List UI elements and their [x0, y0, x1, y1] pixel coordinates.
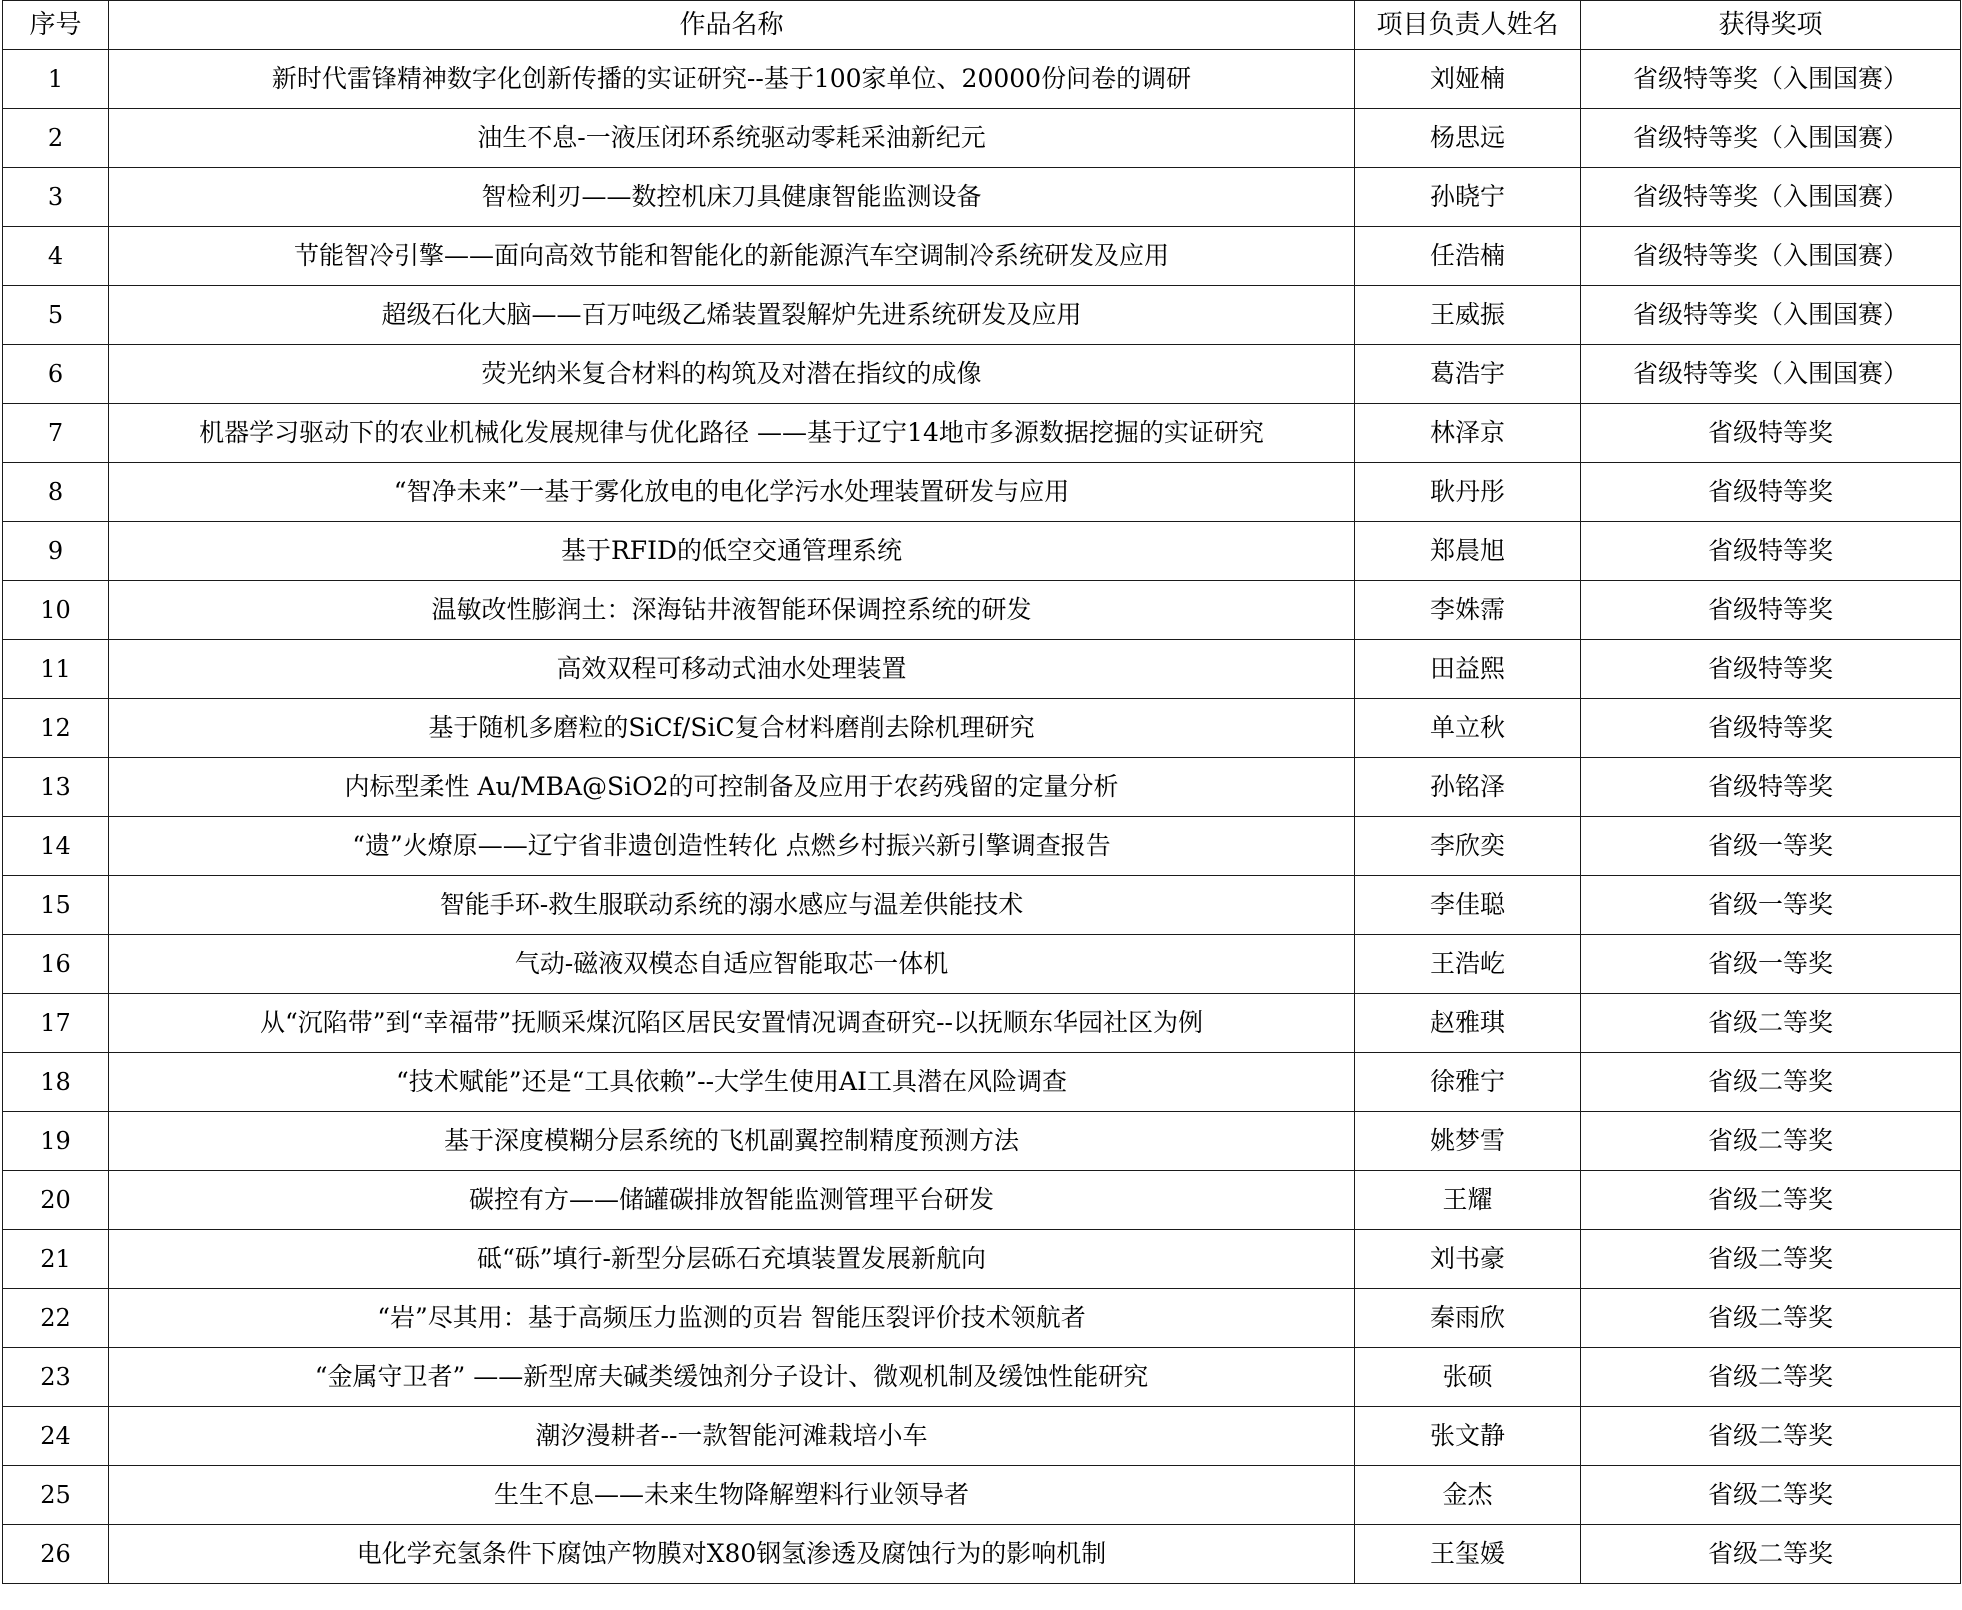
table-row	[3, 1171, 1961, 1230]
cell-work-name: 潮汐漫耕者--一款智能河滩栽培小车	[109, 1407, 1355, 1466]
cell-award: 省级二等奖	[1581, 1525, 1961, 1584]
cell-work-name: 从“沉陷带”到“幸福带”抚顺采煤沉陷区居民安置情况调查研究--以抚顺东华园社区为例	[109, 994, 1355, 1053]
table-row	[3, 1289, 1961, 1348]
header-serial-number: 序号	[3, 1, 109, 50]
cell-project-leader: 孙铭泽	[1355, 758, 1581, 817]
cell-work-name: 生生不息——未来生物降解塑料行业领导者	[109, 1466, 1355, 1525]
cell-work-name: 砥“砾”填行-新型分层砾石充填装置发展新航向	[109, 1230, 1355, 1289]
table-row	[3, 50, 1961, 109]
cell-project-leader: 王浩屹	[1355, 935, 1581, 994]
cell-award: 省级二等奖	[1581, 1171, 1961, 1230]
table-row	[3, 876, 1961, 935]
cell-project-leader: 赵雅琪	[1355, 994, 1581, 1053]
cell-work-name: 机器学习驱动下的农业机械化发展规律与优化路径 ——基于辽宁14地市多源数据挖掘的实证研究	[109, 404, 1355, 463]
cell-award: 省级二等奖	[1581, 1289, 1961, 1348]
cell-award: 省级特等奖（入围国赛）	[1581, 168, 1961, 227]
cell-work-name: 基于随机多磨粒的SiCf/SiC复合材料磨削去除机理研究	[109, 699, 1355, 758]
table-header	[3, 1, 1961, 50]
cell-project-leader: 金杰	[1355, 1466, 1581, 1525]
cell-award: 省级一等奖	[1581, 817, 1961, 876]
cell-project-leader: 姚梦雪	[1355, 1112, 1581, 1171]
cell-serial-number: 7	[3, 404, 109, 463]
cell-serial-number: 16	[3, 935, 109, 994]
cell-project-leader: 张文静	[1355, 1407, 1581, 1466]
cell-work-name: “技术赋能”还是“工具依赖”--大学生使用AI工具潜在风险调查	[109, 1053, 1355, 1112]
cell-work-name: 基于RFID的低空交通管理系统	[109, 522, 1355, 581]
cell-serial-number: 14	[3, 817, 109, 876]
cell-award: 省级特等奖	[1581, 640, 1961, 699]
cell-serial-number: 24	[3, 1407, 109, 1466]
cell-serial-number: 26	[3, 1525, 109, 1584]
cell-project-leader: 田益熙	[1355, 640, 1581, 699]
table-row	[3, 522, 1961, 581]
cell-serial-number: 6	[3, 345, 109, 404]
cell-serial-number: 15	[3, 876, 109, 935]
cell-award: 省级二等奖	[1581, 1112, 1961, 1171]
cell-work-name: 内标型柔性 Au/MBA@SiO2的可控制备及应用于农药残留的定量分析	[109, 758, 1355, 817]
cell-project-leader: 王耀	[1355, 1171, 1581, 1230]
cell-serial-number: 18	[3, 1053, 109, 1112]
awards-table	[2, 0, 1961, 1584]
cell-work-name: 碳控有方——储罐碳排放智能监测管理平台研发	[109, 1171, 1355, 1230]
cell-award: 省级二等奖	[1581, 994, 1961, 1053]
cell-work-name: 温敏改性膨润土：深海钻井液智能环保调控系统的研发	[109, 581, 1355, 640]
cell-serial-number: 1	[3, 50, 109, 109]
cell-work-name: 油生不息-一液压闭环系统驱动零耗采油新纪元	[109, 109, 1355, 168]
table-row	[3, 758, 1961, 817]
table-row	[3, 817, 1961, 876]
cell-work-name: “智净未来”一基于雾化放电的电化学污水处理装置研发与应用	[109, 463, 1355, 522]
cell-serial-number: 20	[3, 1171, 109, 1230]
cell-project-leader: 秦雨欣	[1355, 1289, 1581, 1348]
cell-project-leader: 杨思远	[1355, 109, 1581, 168]
cell-work-name: 气动-磁液双模态自适应智能取芯一体机	[109, 935, 1355, 994]
cell-serial-number: 22	[3, 1289, 109, 1348]
cell-project-leader: 刘娅楠	[1355, 50, 1581, 109]
header-award: 获得奖项	[1581, 1, 1961, 50]
cell-award: 省级特等奖	[1581, 522, 1961, 581]
cell-award: 省级一等奖	[1581, 876, 1961, 935]
cell-award: 省级特等奖（入围国赛）	[1581, 227, 1961, 286]
cell-project-leader: 李佳聪	[1355, 876, 1581, 935]
cell-work-name: 节能智冷引擎——面向高效节能和智能化的新能源汽车空调制冷系统研发及应用	[109, 227, 1355, 286]
cell-serial-number: 5	[3, 286, 109, 345]
header-work-name: 作品名称	[109, 1, 1355, 50]
cell-project-leader: 葛浩宇	[1355, 345, 1581, 404]
cell-project-leader: 徐雅宁	[1355, 1053, 1581, 1112]
cell-serial-number: 12	[3, 699, 109, 758]
cell-work-name: 荧光纳米复合材料的构筑及对潜在指纹的成像	[109, 345, 1355, 404]
cell-serial-number: 13	[3, 758, 109, 817]
table-row	[3, 1348, 1961, 1407]
cell-award: 省级二等奖	[1581, 1053, 1961, 1112]
cell-serial-number: 21	[3, 1230, 109, 1289]
cell-award: 省级一等奖	[1581, 935, 1961, 994]
table-row	[3, 1407, 1961, 1466]
cell-project-leader: 任浩楠	[1355, 227, 1581, 286]
cell-work-name: 高效双程可移动式油水处理装置	[109, 640, 1355, 699]
cell-work-name: “遗”火燎原——辽宁省非遗创造性转化 点燃乡村振兴新引擎调查报告	[109, 817, 1355, 876]
cell-project-leader: 林泽京	[1355, 404, 1581, 463]
cell-work-name: 智检利刃——数控机床刀具健康智能监测设备	[109, 168, 1355, 227]
cell-serial-number: 17	[3, 994, 109, 1053]
cell-award: 省级二等奖	[1581, 1407, 1961, 1466]
cell-award: 省级特等奖	[1581, 758, 1961, 817]
table-row	[3, 1230, 1961, 1289]
cell-serial-number: 19	[3, 1112, 109, 1171]
cell-serial-number: 10	[3, 581, 109, 640]
cell-project-leader: 孙晓宁	[1355, 168, 1581, 227]
cell-serial-number: 2	[3, 109, 109, 168]
table-row	[3, 640, 1961, 699]
cell-award: 省级特等奖	[1581, 699, 1961, 758]
cell-award: 省级特等奖（入围国赛）	[1581, 50, 1961, 109]
cell-award: 省级特等奖	[1581, 404, 1961, 463]
cell-award: 省级特等奖（入围国赛）	[1581, 345, 1961, 404]
cell-project-leader: 郑晨旭	[1355, 522, 1581, 581]
cell-work-name: 智能手环-救生服联动系统的溺水感应与温差供能技术	[109, 876, 1355, 935]
cell-serial-number: 25	[3, 1466, 109, 1525]
header-row	[3, 1, 1961, 50]
table-row	[3, 345, 1961, 404]
cell-work-name: 基于深度模糊分层系统的飞机副翼控制精度预测方法	[109, 1112, 1355, 1171]
cell-serial-number: 4	[3, 227, 109, 286]
cell-project-leader: 王威振	[1355, 286, 1581, 345]
cell-project-leader: 刘书豪	[1355, 1230, 1581, 1289]
table-row	[3, 994, 1961, 1053]
table-body	[3, 50, 1961, 1584]
table-row	[3, 1112, 1961, 1171]
table-row	[3, 1525, 1961, 1584]
cell-project-leader: 单立秋	[1355, 699, 1581, 758]
cell-work-name: 电化学充氢条件下腐蚀产物膜对X80钢氢渗透及腐蚀行为的影响机制	[109, 1525, 1355, 1584]
table-row	[3, 581, 1961, 640]
cell-work-name: 新时代雷锋精神数字化创新传播的实证研究--基于100家单位、20000份问卷的调研	[109, 50, 1355, 109]
table-row	[3, 1053, 1961, 1112]
header-project-leader: 项目负责人姓名	[1355, 1, 1581, 50]
cell-award: 省级特等奖	[1581, 463, 1961, 522]
table-row	[3, 404, 1961, 463]
table-row	[3, 935, 1961, 994]
table-row	[3, 227, 1961, 286]
cell-award: 省级特等奖（入围国赛）	[1581, 286, 1961, 345]
cell-project-leader: 李姝霈	[1355, 581, 1581, 640]
cell-award: 省级特等奖（入围国赛）	[1581, 109, 1961, 168]
cell-serial-number: 8	[3, 463, 109, 522]
table-row	[3, 699, 1961, 758]
cell-work-name: “金属守卫者” ——新型席夫碱类缓蚀剂分子设计、微观机制及缓蚀性能研究	[109, 1348, 1355, 1407]
cell-serial-number: 11	[3, 640, 109, 699]
table-row	[3, 168, 1961, 227]
cell-serial-number: 23	[3, 1348, 109, 1407]
cell-award: 省级特等奖	[1581, 581, 1961, 640]
cell-award: 省级二等奖	[1581, 1230, 1961, 1289]
table-row	[3, 463, 1961, 522]
cell-project-leader: 李欣奕	[1355, 817, 1581, 876]
table-row	[3, 109, 1961, 168]
table-row	[3, 1466, 1961, 1525]
cell-project-leader: 张硕	[1355, 1348, 1581, 1407]
cell-serial-number: 3	[3, 168, 109, 227]
cell-work-name: 超级石化大脑——百万吨级乙烯装置裂解炉先进系统研发及应用	[109, 286, 1355, 345]
cell-project-leader: 耿丹彤	[1355, 463, 1581, 522]
cell-serial-number: 9	[3, 522, 109, 581]
cell-work-name: “岩”尽其用：基于高频压力监测的页岩 智能压裂评价技术领航者	[109, 1289, 1355, 1348]
table-row	[3, 286, 1961, 345]
cell-award: 省级二等奖	[1581, 1348, 1961, 1407]
cell-project-leader: 王玺媛	[1355, 1525, 1581, 1584]
cell-award: 省级二等奖	[1581, 1466, 1961, 1525]
